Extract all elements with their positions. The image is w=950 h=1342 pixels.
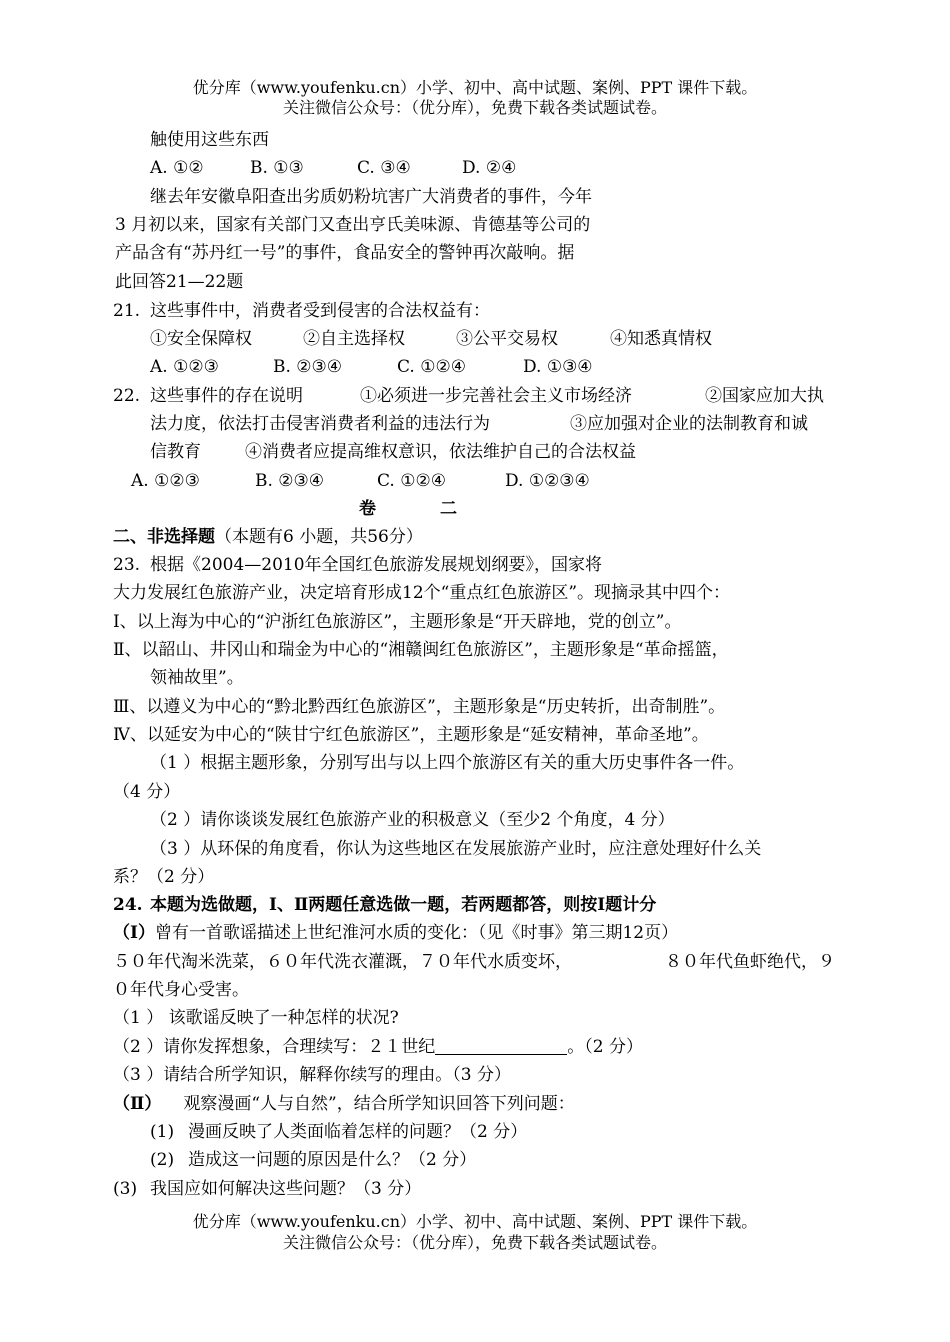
q23-sub-1b: （4 分） — [113, 782, 181, 802]
q22-option-b: B. ②③④ — [255, 471, 325, 491]
q22-option-c: C. ①②④ — [377, 471, 446, 491]
q24-song-c: ０年代身心受害。 — [113, 980, 249, 1000]
q20-option-d: D. ②④ — [462, 158, 517, 178]
q23-sub-3a: （3 ）从环保的角度看，你认为这些地区在发展旅游产业时，应注意处理好什么关 — [150, 839, 762, 859]
answer-blank[interactable] — [435, 1037, 567, 1055]
q24-part2-item-3-num: (3) — [113, 1179, 138, 1199]
q24-part1 — [113, 922, 678, 944]
q23-sub-1a: （1 ）根据主题形象，分别写出与以上四个旅游区有关的重大历史事件各一件。 — [150, 753, 745, 773]
q22-number: 22. — [113, 386, 141, 406]
q22-line-1: 这些事件的存在说明 — [150, 386, 303, 406]
q22-line-4: 法力度，依法打击侵害消费者利益的违法行为 — [150, 414, 490, 434]
q24-part2-item-1-num: (1) — [150, 1122, 175, 1142]
footer-line-2: 关注微信公众号：（优分库），免费下载各类试题试卷。 — [282, 1233, 667, 1252]
q23-line-2: 大力发展红色旅游产业，决定培育形成12个“重点红色旅游区”。现摘录其中四个： — [113, 583, 731, 603]
q21-option-c: C. ①②④ — [397, 357, 466, 377]
q23-sub-3b: 系？（2 分） — [113, 867, 215, 887]
passage-line-3: 产品含有“苏丹红一号”的事件，食品安全的警钟再次敲响。据 — [115, 243, 575, 263]
q23-number: 23. — [113, 555, 141, 575]
q24-song-a: ５０年代淘米洗菜，６０年代洗衣灌溉，７０年代水质变坏， — [113, 952, 572, 972]
passage-line-4: 此回答21—22题 — [115, 272, 244, 292]
q22-line-5: ③应加强对企业的法制教育和诚 — [570, 414, 808, 434]
q24-part2-text: 观察漫画“人与自然”，结合所学知识回答下列问题： — [183, 1094, 575, 1114]
q24-number: 24. — [113, 895, 143, 915]
q22-line-7: ④消费者应提高维权意识，依法维护自己的合法权益 — [245, 442, 636, 462]
q21-item-3: ③公平交易权 — [456, 329, 558, 349]
q23-region-2a: Ⅱ、以韶山、井冈山和瑞金为中心的“湘赣闽红色旅游区”，主题形象是“革命摇篮， — [113, 640, 729, 660]
q20-option-c: C. ③④ — [357, 158, 411, 178]
q24-part1-text: 曾有一首歌谣描述上世纪淮河水质的变化：（见《时事》第三期12页） — [154, 923, 679, 943]
passage-line-1: 继去年安徽阜阳查出劣质奶粉坑害广大消费者的事件，今年 — [150, 187, 592, 207]
section2-title-a: 卷 — [359, 499, 376, 519]
q23-sub-2: （2 ）请你谈谈发展红色旅游产业的积极意义（至少2 个角度，4 分） — [150, 810, 675, 830]
q24-part2-item-2: 造成这一问题的原因是什么？（2 分） — [188, 1150, 477, 1170]
q23-region-3: Ⅲ、以遵义为中心的“黔北黔西红色旅游区”，主题形象是“历史转折，出奇制胜”。 — [113, 697, 726, 717]
q21-option-d: D. ①③④ — [523, 357, 593, 377]
q23-line-1: 根据《2004—2010年全国红色旅游发展规划纲要》，国家将 — [150, 555, 603, 575]
q21-item-2: ②自主选择权 — [303, 329, 405, 349]
q24-heading: 本题为选做题，Ⅰ、Ⅱ两题任意选做一题，若两题都答，则按Ⅰ题计分 — [150, 895, 657, 915]
q22-line-6: 信教育 — [150, 442, 201, 462]
q24-part1-item-3: （3 ）请结合所学知识，解释你续写的理由。（3 分） — [113, 1065, 511, 1085]
q24-part1-item-2 — [113, 1036, 643, 1058]
q20-option-b: B. ①③ — [250, 158, 304, 178]
q20-option-a: A. ①② — [150, 158, 204, 178]
q24-song-b: ８０年代鱼虾绝代，９ — [665, 952, 835, 972]
passage-line-2: 3 月初以来，国家有关部门又查出亨氏美味源、肯德基等公司的 — [115, 215, 591, 235]
q20-tail-text: 触使用这些东西 — [150, 130, 269, 150]
q22-option-d: D. ①②③④ — [505, 471, 590, 491]
q23-region-4: Ⅳ、以延安为中心的“陕甘宁红色旅游区”，主题形象是“延安精神，革命圣地”。 — [113, 725, 709, 745]
q21-stem: 这些事件中，消费者受到侵害的合法权益有： — [150, 301, 490, 321]
q22-line-3: ②国家应加大执 — [705, 386, 824, 406]
q24-part2-item-1: 漫画反映了人类面临着怎样的问题？（2 分） — [188, 1122, 528, 1142]
q21-item-1: ①安全保障权 — [150, 329, 252, 349]
q24-part2-item-3: 我国应如何解决这些问题？（3 分） — [150, 1179, 422, 1199]
section2-heading — [113, 526, 423, 548]
q24-part1-item-2-post: 。（2 分） — [567, 1037, 643, 1057]
q21-option-b: B. ②③④ — [273, 357, 343, 377]
section2-title-b: 二 — [440, 499, 457, 519]
q24-part2 — [113, 1093, 575, 1115]
q21-option-a: A. ①②③ — [150, 357, 219, 377]
section2-heading-bold: 二、非选择题 — [113, 527, 215, 547]
q22-line-2: ①必须进一步完善社会主义市场经济 — [360, 386, 632, 406]
header-line-2: 关注微信公众号：（优分库），免费下载各类试题试卷。 — [282, 98, 667, 117]
q23-region-2b: 领袖故里”。 — [150, 668, 244, 688]
q24-part2-item-2-num: (2) — [150, 1150, 175, 1170]
footer-line-1: 优分库（www.youfenku.cn）小学、初中、高中试题、案例、PPT 课件下载。 — [192, 1212, 758, 1231]
header-line-1: 优分库（www.youfenku.cn）小学、初中、高中试题、案例、PPT 课件下载。 — [192, 78, 758, 97]
q24-part1-label: （Ⅰ） — [113, 923, 155, 943]
q21-item-4: ④知悉真情权 — [610, 329, 712, 349]
q23-region-1: Ⅰ、以上海为中心的“沪浙红色旅游区”，主题形象是“开天辟地，党的创立”。 — [113, 612, 682, 632]
q22-option-a: A. ①②③ — [131, 471, 200, 491]
section2-heading-rest: （本题有6 小题，共56分） — [215, 527, 423, 547]
q24-part2-label: （Ⅱ） — [113, 1094, 162, 1114]
q24-part1-item-2-pre: （2 ）请你发挥想象，合理续写：２１世纪 — [113, 1037, 436, 1057]
q24-part1-item-1: （1 ） 该歌谣反映了一种怎样的状况? — [113, 1008, 399, 1028]
q21-number: 21. — [113, 301, 141, 321]
